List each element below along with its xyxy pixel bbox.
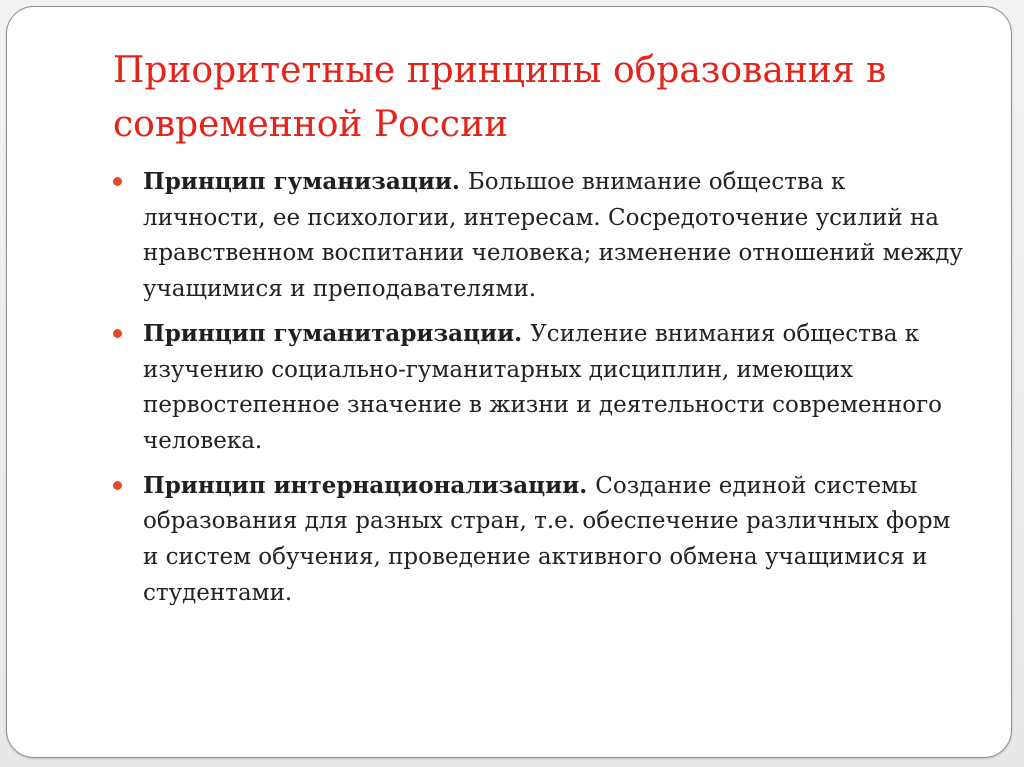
principles-list bbox=[113, 164, 973, 619]
principle-heading: Принцип гуманизации. bbox=[143, 168, 468, 195]
principle-item-humanitarization bbox=[113, 316, 973, 460]
principle-description: Усиление внимания общества к изучению социально-гуманитарных дисциплин, имеющих первостепенное значение в жизни и деятельности современного человека. bbox=[143, 320, 943, 454]
bullet-icon bbox=[113, 329, 122, 338]
principle-heading: Принцип интернационализации. bbox=[143, 471, 596, 499]
principle-description: Создание единой системы образования для разных стран, т.е. обеспечение различных форм и систем обучения, проведение активного обмена учащимися и студентами. bbox=[143, 472, 951, 606]
principle-item-humanization bbox=[113, 164, 973, 308]
slide-title: Приоритетные принципы образования в современной России bbox=[113, 50, 887, 145]
bullet-icon bbox=[113, 481, 122, 490]
principle-description: Большое внимание общества к личности, ее психологии, интересам. Сосредоточение усилий на нравственном воспитании человека; изменение отношений между учащимися и преподавателями. bbox=[143, 169, 963, 303]
bullet-icon bbox=[113, 177, 122, 186]
principle-heading: Принцип гуманитаризации. bbox=[143, 319, 531, 347]
principle-item-internationalization bbox=[113, 468, 973, 612]
